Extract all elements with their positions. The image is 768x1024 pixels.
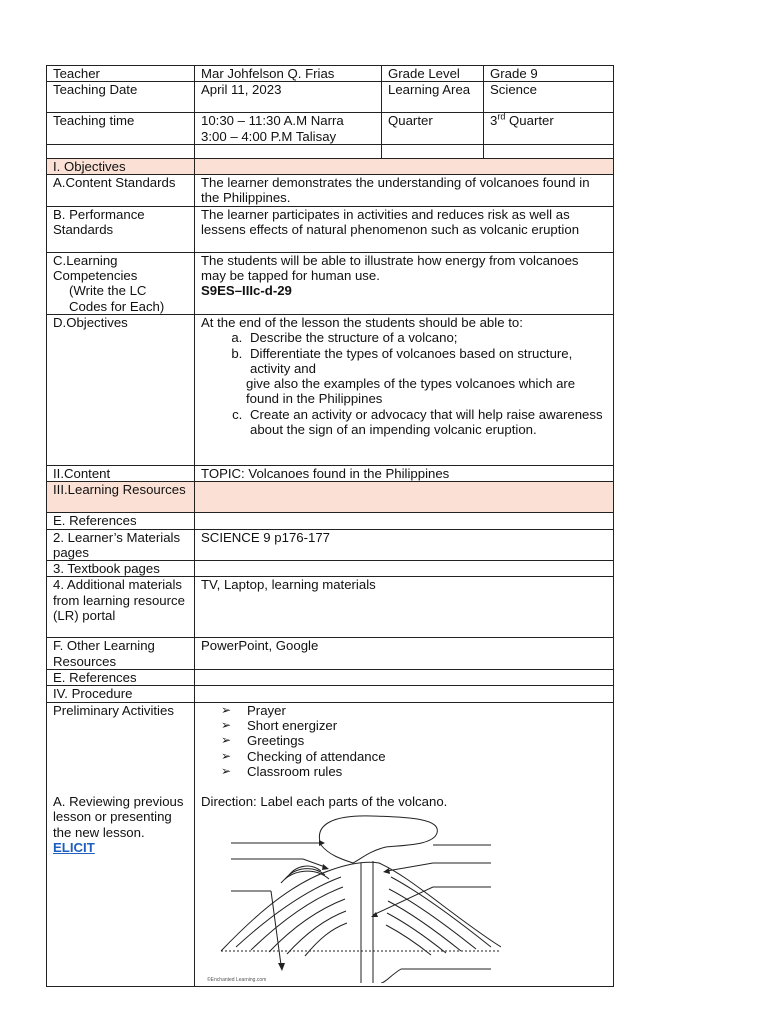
performance-standards-label: B. Performance Standards	[47, 206, 195, 252]
preliminary-label: Preliminary Activities	[53, 702, 174, 718]
quarter-num: 3	[490, 113, 498, 129]
row-content	[47, 465, 614, 481]
arrow-bullet-icon: ➢	[221, 717, 232, 732]
row-resources-section	[47, 482, 614, 513]
objective-a: a. Describe the structure of a volcano;	[246, 330, 607, 345]
performance-standards-text: The learner participates in activities and reduces risk as well as lessens effects of natural phenomenon such as volcanic eruption	[195, 206, 614, 252]
objectives-list-cont	[201, 407, 607, 438]
content-topic: TOPIC: Volcanoes found in the Philippines	[195, 465, 614, 481]
objective-b-line2: give also the examples of the types volcanoes which are found in the Philippines	[246, 376, 576, 407]
learning-area-label: Learning Area	[382, 82, 484, 113]
lc-label-cell	[47, 252, 195, 314]
content-standards-label: A.Content Standards	[47, 175, 195, 207]
row-procedure	[47, 686, 614, 702]
row-textbook	[47, 561, 614, 577]
other-label: F. Other Learning Resources	[47, 638, 195, 670]
lc-text: The students will be able to illustrate how energy from volcanoes may be tapped for human use.	[201, 252, 579, 284]
objectives-cell	[195, 314, 614, 465]
objective-b-line1: Differentiate the types of volcanoes based on structure, activity and	[250, 345, 573, 376]
row-teaching-time	[47, 113, 614, 145]
teacher-name: Mar Johfelson Q. Frias	[195, 66, 382, 82]
teaching-date-value: April 11, 2023	[195, 82, 382, 113]
grade-level-label: Grade Level	[382, 66, 484, 82]
volcano-diagram	[201, 815, 501, 983]
textbook-label: 3. Textbook pages	[47, 561, 195, 577]
list-item: ➢ Greetings	[221, 733, 305, 749]
lm-label: 2. Learner’s Materials pages	[47, 529, 195, 561]
diagram-credit: ©Enchanted Learning.com	[207, 977, 267, 984]
resources-section-title: III.Learning Resources	[47, 482, 195, 513]
arrow-bullet-icon: ➢	[221, 763, 232, 778]
lc-cell	[195, 252, 614, 314]
teaching-date-label: Teaching Date	[47, 82, 195, 113]
teaching-time-line1: 10:30 – 11:30 A.M Narra	[201, 113, 344, 129]
row-references	[47, 513, 614, 529]
teaching-time-line2: 3:00 – 4:00 P.M Talisay	[201, 128, 337, 144]
teaching-time-value	[195, 113, 382, 145]
elicit-link[interactable]: ELICIT	[53, 839, 95, 855]
teacher-label: Teacher	[47, 66, 195, 82]
row-objectives	[47, 314, 614, 465]
objective-c: c. Create an activity or advocacy that will help raise awareness about the sign of an impending volcanic eruption.	[246, 407, 607, 438]
row-references-2	[47, 670, 614, 686]
row-learning-competencies	[47, 252, 614, 314]
objectives-label: D.Objectives	[47, 314, 195, 465]
references2-label: E. References	[47, 670, 195, 686]
lm-value: SCIENCE 9 p176-177	[195, 529, 614, 561]
preliminary-cell	[47, 702, 195, 986]
list-item: ➢ Classroom rules	[221, 763, 343, 779]
objective-b	[246, 346, 607, 377]
other-value: PowerPoint, Google	[195, 638, 614, 670]
objectives-section-title: I. Objectives	[47, 158, 195, 174]
preliminary-list	[201, 703, 607, 779]
additional-value: TV, Laptop, learning materials	[195, 577, 614, 638]
objectives-intro: At the end of the lesson the students should be able to:	[201, 314, 523, 330]
row-learners-materials	[47, 529, 614, 561]
lc-label: C.Learning Competencies	[53, 252, 138, 284]
lesson-plan-table	[46, 65, 614, 987]
quarter-label: Quarter	[382, 113, 484, 145]
row-blank	[47, 144, 614, 158]
preliminary-content	[195, 702, 614, 986]
lc-code: S9ES–IIIc-d-29	[201, 283, 292, 299]
quarter-value	[484, 113, 614, 145]
arrow-bullet-icon: ➢	[221, 702, 232, 717]
row-additional-materials	[47, 577, 614, 638]
list-item: ➢ Checking of attendance	[221, 748, 386, 764]
list-item: ➢ Prayer	[221, 702, 286, 718]
list-item: ➢ Short energizer	[221, 717, 338, 733]
content-standards-text: The learner demonstrates the understanding of volcanoes found in the Philippines.	[195, 175, 614, 207]
quarter-sup: rd	[497, 112, 506, 122]
row-teacher	[47, 66, 614, 82]
lc-sublabel: (Write the LC Codes for Each)	[69, 283, 165, 314]
row-content-standards	[47, 175, 614, 207]
grade-level-value: Grade 9	[484, 66, 614, 82]
content-label: II.Content	[47, 465, 195, 481]
procedure-label: IV. Procedure	[47, 686, 195, 702]
row-teaching-date	[47, 82, 614, 113]
arrow-bullet-icon: ➢	[221, 748, 232, 763]
row-performance-standards	[47, 206, 614, 252]
row-objectives-section	[47, 158, 614, 174]
additional-label: 4. Additional materials from learning resource (LR) portal	[47, 577, 195, 638]
arrow-bullet-icon: ➢	[221, 733, 232, 748]
objectives-list	[201, 330, 607, 376]
ash-cloud-shape	[319, 816, 437, 863]
row-preliminary	[47, 702, 614, 986]
teaching-time-label: Teaching time	[47, 113, 195, 145]
row-other-resources	[47, 638, 614, 670]
review-label: A. Reviewing previous lesson or presenting the new lesson.	[53, 793, 184, 840]
quarter-word: Quarter	[505, 113, 554, 129]
direction-text: Direction: Label each parts of the volcano.	[201, 794, 448, 810]
learning-area-value: Science	[484, 82, 614, 113]
references-label: E. References	[47, 513, 195, 529]
